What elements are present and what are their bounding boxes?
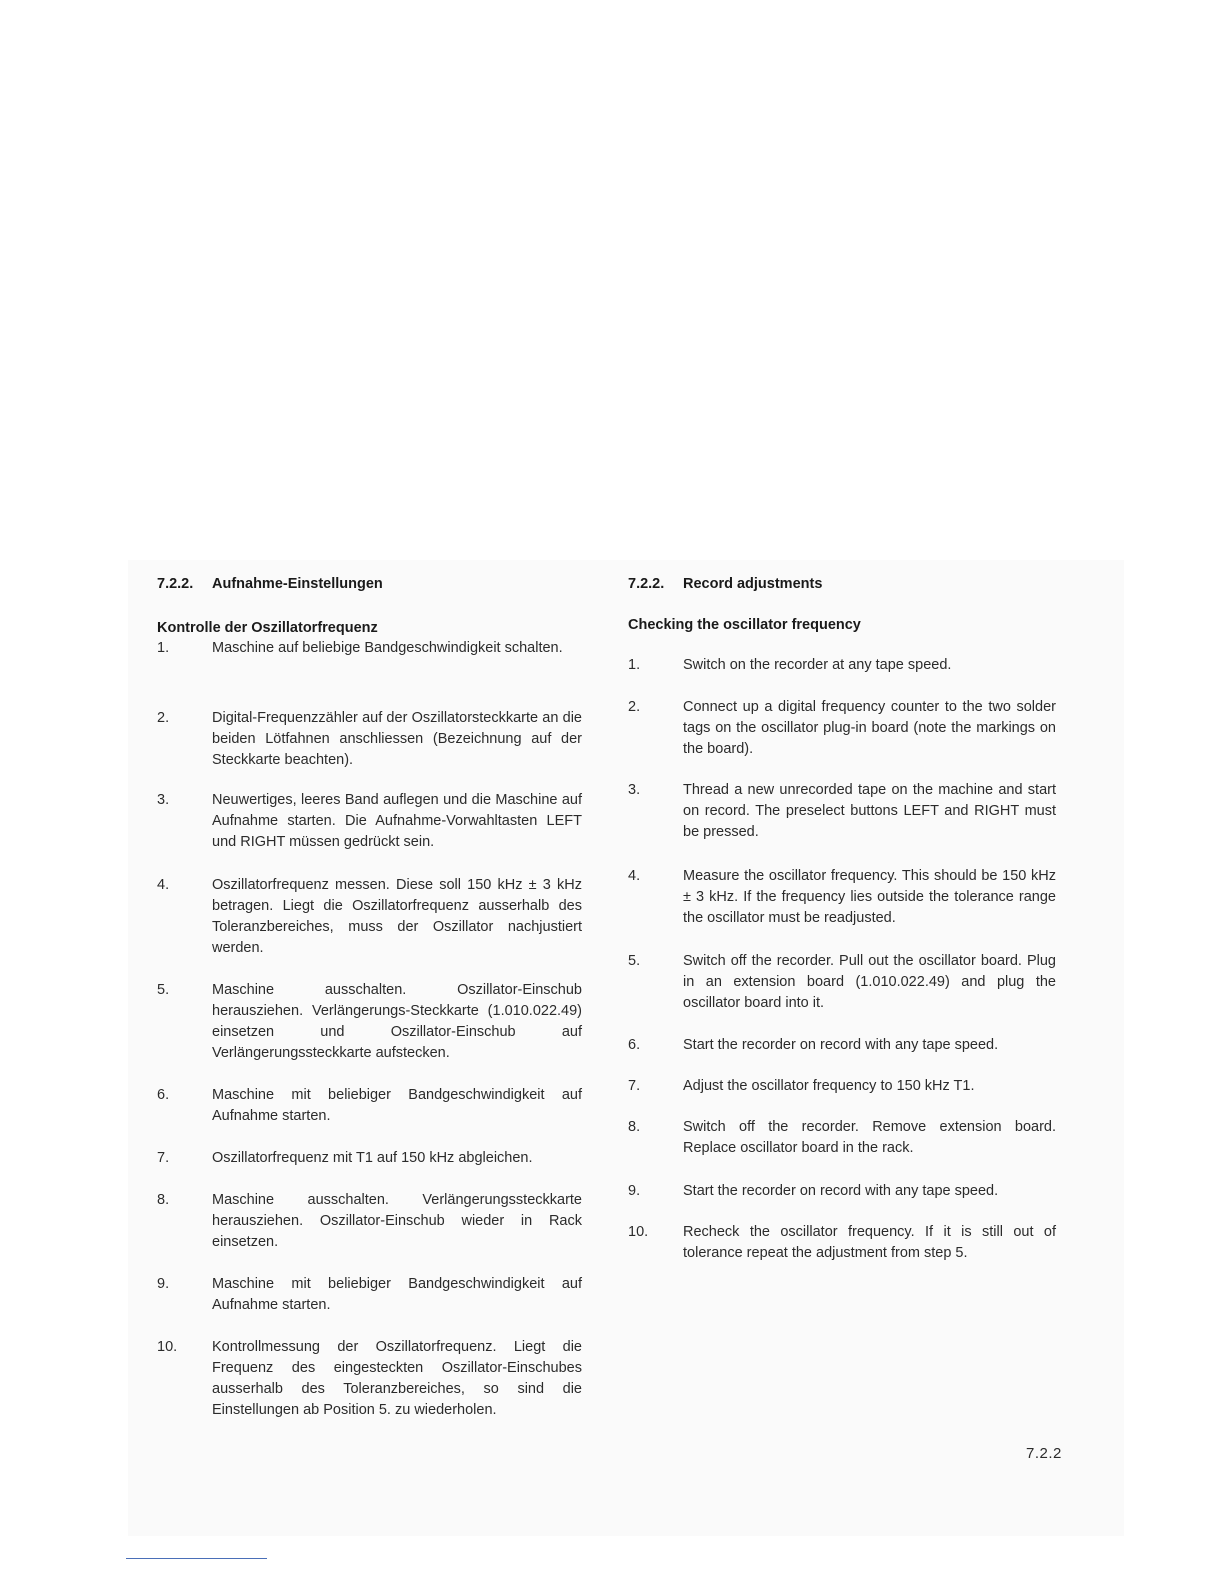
step-number: 5. [628,953,641,969]
step-number: 4. [157,877,170,893]
step-text: Start the recorder on record with any tape speed. [683,1037,999,1053]
subheading-en: Checking the oscillator frequency [628,617,861,633]
step-number: 2. [157,710,170,726]
english-column [628,574,1056,1261]
step-number: 5. [157,982,170,998]
step-text: Adjust the oscillator frequency to 150 kHz T1. [683,1078,975,1094]
step-number: 8. [157,1192,170,1208]
step-text: Oszillatorfrequenz messen. Diese soll 150 kHz ± 3 kHz betragen. Liegt die Oszillatorfrequenz ausserhalb des Toleranzbereiches, muss der Oszillator nachjustiert werden. [212,877,582,956]
german-column [157,574,582,1418]
step-de-7 [157,1148,582,1169]
step-number: 3. [157,792,170,808]
section-heading-en [628,574,1056,594]
step-en-2 [628,697,1056,760]
step-en-7 [628,1076,1056,1097]
step-de-8 [157,1190,582,1253]
step-text: Neuwertiges, leeres Band auflegen und die Maschine auf Aufnahme starten. Die Aufnahme-Vorwahltasten LEFT und RIGHT müssen gedrückt sein. [212,792,582,850]
step-number: 2. [628,699,641,715]
step-de-5 [157,980,582,1064]
footnote-rule [126,1558,267,1559]
step-de-10 [157,1337,582,1421]
step-number: 10. [628,1224,649,1240]
step-text: Start the recorder on record with any tape speed. [683,1183,999,1199]
step-number: 8. [628,1119,641,1135]
step-number: 9. [157,1276,170,1292]
step-de-3 [157,790,582,853]
step-number: 10. [157,1339,178,1355]
step-text: Measure the oscillator frequency. This should be 150 kHz ± 3 kHz. If the frequency lies outside the tolerance range the oscillator must be readjusted. [683,868,1056,926]
step-text: Recheck the oscillator frequency. If it is still out of tolerance repeat the adjustment from step 5. [683,1224,1056,1261]
step-text: Connect up a digital frequency counter to the two solder tags on the oscillator plug-in board (note the markings on the board). [683,699,1056,757]
step-number: 1. [628,657,641,673]
step-text: Maschine ausschalten. Verlängerungssteckkarte herausziehen. Oszillator-Einschub wieder in Rack einsetzen. [212,1192,582,1250]
step-de-9 [157,1274,582,1316]
step-en-6 [628,1035,1056,1056]
step-number: 1. [157,640,170,656]
step-number: 7. [157,1150,170,1166]
step-en-4 [628,866,1056,929]
step-text: Thread a new unrecorded tape on the machine and start on record. The preselect buttons LEFT and RIGHT must be pressed. [683,782,1056,840]
step-en-5 [628,951,1056,1014]
step-number: 6. [628,1037,641,1053]
step-text: Switch off the recorder. Remove extension board. Replace oscillator board in the rack. [683,1119,1056,1156]
step-de-4 [157,875,582,959]
subheading-de: Kontrolle der Oszillatorfrequenz [157,620,378,636]
step-number: 9. [628,1183,641,1199]
step-number: 7. [628,1078,641,1094]
step-text: Switch on the recorder at any tape speed. [683,657,952,673]
step-number: 6. [157,1087,170,1103]
step-text: Maschine mit beliebiger Bandgeschwindigkeit auf Aufnahme starten. [212,1276,582,1313]
step-de-2 [157,708,582,771]
step-en-9 [628,1181,1056,1202]
step-number: 3. [628,782,641,798]
step-text: Maschine mit beliebiger Bandgeschwindigkeit auf Aufnahme starten. [212,1087,582,1124]
step-text: Maschine auf beliebige Bandgeschwindigkeit schalten. [212,640,563,656]
step-de-6 [157,1085,582,1127]
step-number: 4. [628,868,641,884]
step-en-8 [628,1117,1056,1159]
step-text: Switch off the recorder. Pull out the oscillator board. Plug in an extension board (1.010.022.49) and plug the oscillator board into it. [683,953,1056,1011]
step-text: Digital-Frequenzzähler auf der Oszillatorsteckkarte an die beiden Lötfahnen anschliessen (Bezeichnung auf der Steckkarte beachten). [212,710,582,768]
section-number-en: 7.2.2. [628,576,665,592]
section-title-de: Aufnahme-Einstellungen [212,576,383,592]
step-de-1 [157,638,582,659]
step-en-1 [628,655,1056,676]
step-text: Oszillatorfrequenz mit T1 auf 150 kHz abgleichen. [212,1150,533,1166]
step-text: Maschine ausschalten. Oszillator-Einschub herausziehen. Verlängerungs-Steckkarte (1.010.022.49) einsetzen und Oszillator-Einschub auf Verlängerungssteckkarte aufstecken. [212,982,582,1061]
step-en-3 [628,780,1056,843]
step-text: Kontrollmessung der Oszillatorfrequenz. Liegt die Frequenz des eingesteckten Oszillator-Einschubes ausserhalb des Toleranzbereiches, so sind die Einstellungen ab Position 5. zu wiederholen. [212,1339,582,1418]
section-heading-de [157,574,582,594]
page-number: 7.2.2 [1026,1445,1062,1462]
step-en-10 [628,1222,1056,1264]
section-title-en: Record adjustments [683,576,823,592]
section-number-de: 7.2.2. [157,576,194,592]
